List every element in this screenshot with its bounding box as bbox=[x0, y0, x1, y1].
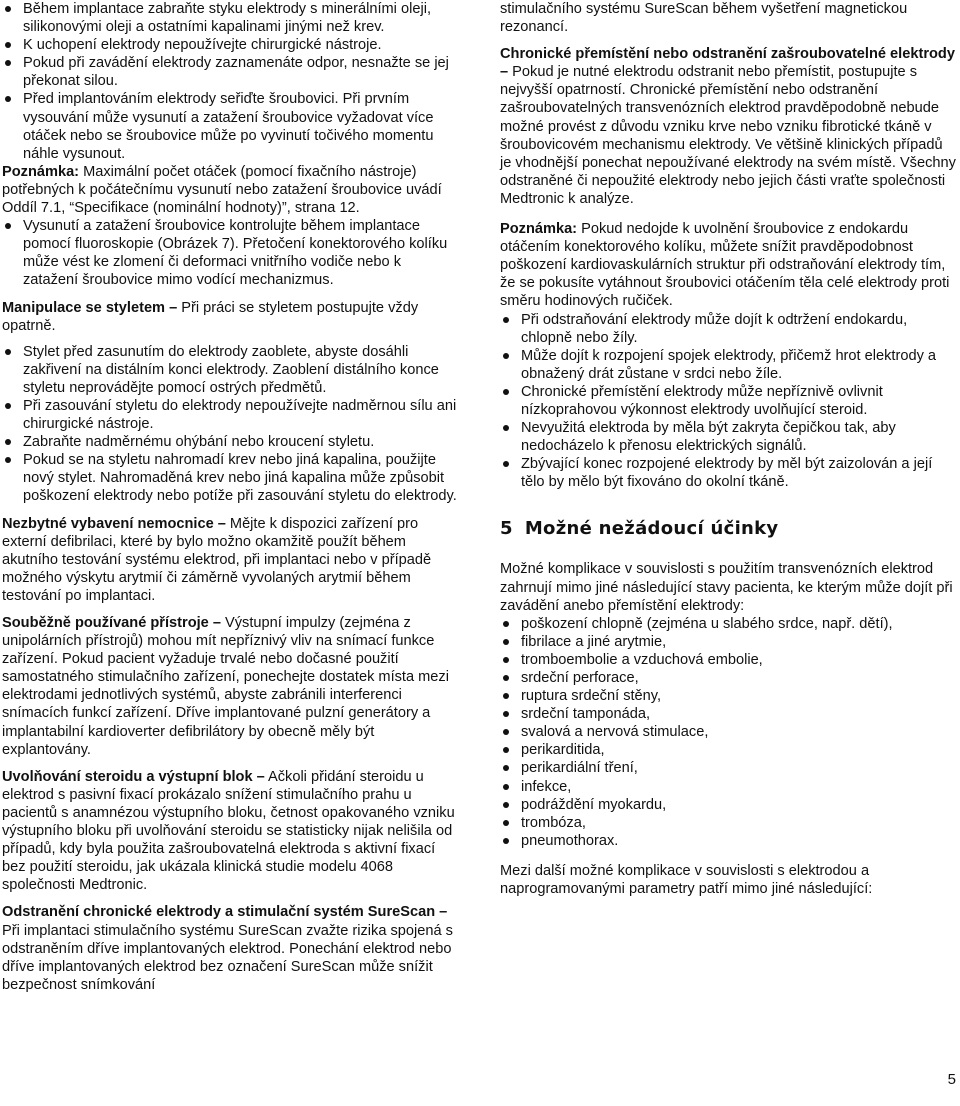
note-label: Poznámka: bbox=[2, 163, 80, 180]
surescan-heading: Odstranění chronické elektrody a stimulační systém SureScan – bbox=[2, 904, 448, 921]
closing-paragraph: Mezi další možné komplikace v souvislosti s elektrodou a naprogramovanými parametry patří mimo jiné následující: bbox=[500, 862, 873, 898]
list-item: Vysunutí a zatažení šroubovice kontrolujte během implantace pomocí fluoroskopie (Obrázek 7). Přetočení konektorového kolíku může vést ke zlomení či deformaci vnitřního vodiče nebo k zatažení šroubovice mimo vodící mechanizmus. bbox=[2, 217, 460, 289]
note-paragraph bbox=[500, 220, 958, 310]
list-item: perikardiální tření, bbox=[500, 759, 958, 777]
surescan-paragraph bbox=[2, 903, 460, 993]
concurrent-devices-paragraph bbox=[2, 614, 460, 759]
intro-paragraph: Možné komplikace v souvislosti s použitím transvenózních elektrod zahrnují mimo jiné následující stavy pacienta, ke kterým může dojít při zavádění anebo přemístění elektrody: bbox=[500, 561, 953, 614]
list-item: Chronické přemístění elektrody může nepříznivě ovlivnit nízkoprahovou výkonnost elektrody uvolňující steroid. bbox=[500, 383, 958, 419]
chronic-paragraph bbox=[500, 45, 958, 208]
note-paragraph bbox=[2, 163, 460, 217]
equipment-text: Mějte k dispozici zařízení pro externí defibrilaci, které by bylo možno okamžitě použít během akutního testování systému elektrod, při implantaci nebo v případě možného výskytu arytmií či záměrně vyvolaných arytmií během testování po implantaci. bbox=[2, 515, 432, 604]
list-item: perikarditida, bbox=[500, 741, 958, 759]
concurrent-heading: Souběžně používané přístroje – bbox=[2, 615, 221, 631]
note-label: Poznámka: bbox=[500, 221, 578, 238]
note-text: Maximální počet otáček (pomocí fixačního nástroje) potřebných k počátečnímu vysunutí nebo zatažení šroubovice uvádí Oddíl 7.1, “Specifikace (nominální hodnoty)”, strana 12. bbox=[2, 163, 442, 217]
section-heading bbox=[500, 518, 958, 540]
steroid-paragraph bbox=[2, 768, 460, 895]
list-item: Zbývající konec rozpojené elektrody by měl být zaizolován a její tělo by mělo být fixováno do okolní tkáně. bbox=[500, 455, 958, 491]
steroid-heading: Uvolňování steroidu a výstupní blok – bbox=[2, 768, 265, 785]
list-item: K uchopení elektrody nepoužívejte chirurgické nástroje. bbox=[2, 36, 460, 54]
chronic-text: Pokud je nutné elektrodu odstranit nebo přemístit, postupujte s nejvyšší opatrností. Chronické přemístění nebo odstranění zašroubovatelných transvenózních elektrod pravděpodobně nebude možné provést z důvodu vzniku krve nebo vzniku fibrotické tkáně v šroubovicovém mechanismu elektrody. Ve většině klinických případů je vhodnější ponechat nepoužívané elektrody na svém místě. Všechny odstraněné či nepoužité elektrody nebo jejich části vraťte společnosti Medtronic k analýze. bbox=[500, 64, 956, 207]
stylet-bullet-list bbox=[2, 343, 460, 506]
list-item: srdeční perforace, bbox=[500, 669, 958, 687]
list-item: Nevyužitá elektroda by měla být zakryta čepičkou tak, aby nedocházelo k přenosu elektrických signálů. bbox=[500, 419, 958, 455]
list-item: fibrilace a jiné arytmie, bbox=[500, 633, 958, 651]
removal-bullet-list bbox=[500, 311, 958, 492]
list-item: Při zasouvání styletu do elektrody nepoužívejte nadměrnou sílu ani chirurgické nástroje. bbox=[2, 397, 460, 433]
list-item: tromboembolie a vzduchová embolie, bbox=[500, 651, 958, 669]
list-item: svalová a nervová stimulace, bbox=[500, 723, 958, 741]
list-item: Pokud při zavádění elektrody zaznamenáte odpor, nesnažte se jej překonat silou. bbox=[2, 54, 460, 90]
equipment-paragraph bbox=[2, 515, 460, 605]
top-bullet-list bbox=[2, 0, 460, 163]
list-item: srdeční tamponáda, bbox=[500, 705, 958, 723]
right-column bbox=[500, 0, 958, 898]
surescan-text: Při implantaci stimulačního systému SureScan zvažte rizika spojená s odstraněním dříve implantovaných elektrod. Ponechání elektrod nebo dříve implantovaných elektrod bez označení SureScan může snížit bezpečnost snímkování bbox=[2, 922, 453, 993]
list-item: trombóza, bbox=[500, 814, 958, 832]
list-item: poškození chlopně (zejména u slabého srdce, např. dětí), bbox=[500, 615, 958, 633]
section-number: 5 bbox=[500, 518, 513, 540]
list-item: Stylet před zasunutím do elektrody zaoblete, abyste dosáhli zakřivení na distálním konci elektrody. Zaoblení distálního konce styletu neprovádějte pomocí ostrých předmětů. bbox=[2, 343, 460, 397]
stylet-text: Při práci se styletem postupujte vždy opatrně. bbox=[2, 299, 419, 334]
complications-list bbox=[500, 615, 958, 850]
stylet-paragraph bbox=[2, 299, 460, 335]
list-item: Pokud se na styletu nahromadí krev nebo jiná kapalina, použijte nový stylet. Nahromaděná krev nebo jiná kapalina může způsobit poškození elektrody nebo potíže při zasouvání styletu do elektrody. bbox=[2, 451, 460, 505]
list-item: Může dojít k rozpojení spojek elektrody, přičemž hrot elektrody a obnažený drát zůstane v srdci nebo žíle. bbox=[500, 347, 958, 383]
steroid-text: Ačkoli přidání steroidu u elektrod s pasivní fixací prokázalo snížení stimulačního prahu u pacientů s anamnézou výstupního bloku, četnost opakovaného vzniku výstupního bloku při uvolňování steroidu se statisticky nijak nelišila od případů, kdy byla použita zašroubovatelná elektroda s aktivní fixací bez použití steroidu, jak ukázala klinická studie modelu 4068 společnosti Medtronic. bbox=[2, 768, 455, 894]
chronic-heading: Chronické přemístění nebo odstranění zašroubovatelné elektrody – bbox=[500, 46, 955, 81]
left-column bbox=[2, 0, 460, 994]
list-item: infekce, bbox=[500, 778, 958, 796]
list-item: podráždění myokardu, bbox=[500, 796, 958, 814]
concurrent-text: Výstupní impulzy (zejména z unipolárních přístrojů) mohou mít nepříznivý vliv na snímací funkce zařízení. Pokud pacient vyžaduje trvalé nebo dočasné použití samostatného stimulačního zařízení, ponechejte dostatek místa mezi elektrodami jednotlivých systémů, abyste zabránili interferenci snímacích funkcí zařízení. Dříve implantované pulzní generátory a implantabilní kardioverter defibrilátory by obecně měly být explantovány. bbox=[2, 615, 449, 758]
list-item: Při odstraňování elektrody může dojít k odtržení endokardu, chlopně nebo žíly. bbox=[500, 311, 958, 347]
section-title: Možné nežádoucí účinky bbox=[524, 518, 779, 540]
fluoro-bullet-list bbox=[2, 217, 460, 289]
stylet-heading: Manipulace se styletem – bbox=[2, 299, 178, 316]
list-item: ruptura srdeční stěny, bbox=[500, 687, 958, 705]
page-number: 5 bbox=[947, 1071, 956, 1088]
list-item: Během implantace zabraňte styku elektrody s minerálními oleji, silikonovými oleji a ostatními kapalinami jinými než krev. bbox=[2, 0, 460, 36]
list-item: Zabraňte nadměrnému ohýbání nebo kroucení styletu. bbox=[2, 433, 460, 451]
note-text: Pokud nedojde k uvolnění šroubovice z endokardu otáčením konektorového kolíku, můžete snížit pravděpodobnost poškození kardiovaskulárních struktur při odstraňování elektrody tím, že se pokusíte vytáhnout šroubovici otáčením těla celé elektrody proti směru hodinových ručiček. bbox=[500, 221, 950, 310]
list-item: Před implantováním elektrody seřiďte šroubovici. Při prvním vysouvání může vysunutí a zatažení šroubovice vyžadovat více otáček nebo se šroubovice může po vyvinutí točivého momentu náhle vysunout. bbox=[2, 90, 460, 162]
continued-paragraph: stimulačního systému SureScan během vyšetření magnetickou rezonancí. bbox=[500, 1, 908, 36]
equipment-heading: Nezbytné vybavení nemocnice – bbox=[2, 515, 226, 532]
list-item: pneumothorax. bbox=[500, 832, 958, 850]
